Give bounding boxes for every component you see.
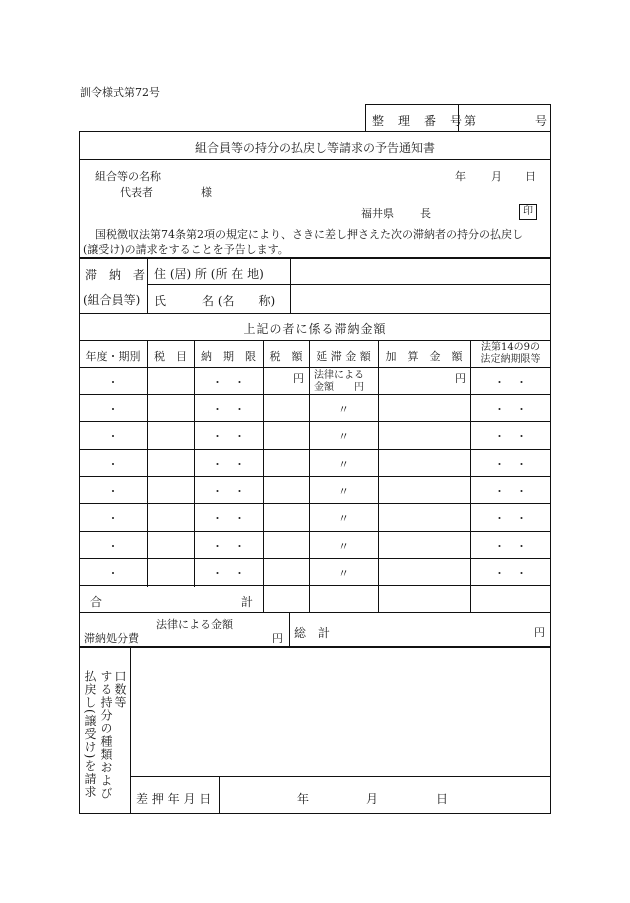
row8-legal-dots: ・ ・ <box>494 567 527 580</box>
row1-due-dots: ・ ・ <box>212 376 245 389</box>
date-year: 年 <box>455 170 466 183</box>
notice-text-line2: (譲受け)の請求をすることを予告します。 <box>83 243 289 256</box>
row6-ditto: 〃 <box>338 512 349 525</box>
form-title: 組合員等の持分の払戻し等請求の予告通知書 <box>194 141 435 155</box>
fee-label: 滞納処分費 <box>84 632 139 645</box>
row2-ditto: 〃 <box>338 403 349 416</box>
issuer-prefecture: 福井県 <box>361 207 394 220</box>
row2-legal-dots: ・ ・ <box>494 403 527 416</box>
row8-due-dots: ・ ・ <box>212 567 245 580</box>
debtor-name-label: 氏 名 (名 称) <box>154 294 276 308</box>
row4-year-dot: ・ <box>107 458 119 471</box>
row4-ditto: 〃 <box>338 458 349 471</box>
col-tax-amount: 税 額 <box>269 350 303 363</box>
seizure-day: 日 <box>436 792 449 806</box>
sama-label: 様 <box>201 186 212 199</box>
row3-year-dot: ・ <box>107 430 119 443</box>
row7-year-dot: ・ <box>107 540 119 553</box>
row2-due-dots: ・ ・ <box>212 403 245 416</box>
claim-heading-col1: 口数等 <box>113 670 127 709</box>
row4-legal-dots: ・ ・ <box>494 458 527 471</box>
reference-label: 整 理 番 号 <box>372 114 464 128</box>
row6-due-dots: ・ ・ <box>212 512 245 525</box>
debtor-member-label: (組合員等) <box>83 293 141 307</box>
row1-legal-dots: ・ ・ <box>494 376 527 389</box>
issuer-chief: 長 <box>420 207 431 220</box>
fee-legal-amount: 法律による金額 <box>156 618 233 631</box>
col-legal-deadline-1: 法第14の9の <box>480 342 541 353</box>
row5-year-dot: ・ <box>107 485 119 498</box>
row7-ditto: 〃 <box>338 540 349 553</box>
representative-label: 代表者 <box>120 186 153 199</box>
row3-ditto: 〃 <box>338 430 349 443</box>
col-due-date: 納 期 限 <box>201 350 256 363</box>
row1-year-dot: ・ <box>107 376 119 389</box>
seizure-date-label: 差 押 年 月 日 <box>136 792 212 806</box>
total-right: 計 <box>241 595 254 609</box>
col-tax-item: 税 目 <box>154 350 187 363</box>
seal-mark: 印 <box>519 204 537 220</box>
row2-year-dot: ・ <box>107 403 119 416</box>
row8-ditto: 〃 <box>338 567 349 580</box>
row3-legal-dots: ・ ・ <box>494 430 527 443</box>
row5-ditto: 〃 <box>338 485 349 498</box>
row4-due-dots: ・ ・ <box>212 458 245 471</box>
col-year-period: 年度・期別 <box>85 350 141 363</box>
row6-year-dot: ・ <box>107 512 119 525</box>
section-title: 上記の者に係る滞納金額 <box>243 322 387 336</box>
row5-due-dots: ・ ・ <box>212 485 245 498</box>
row3-due-dots: ・ ・ <box>212 430 245 443</box>
row8-year-dot: ・ <box>107 567 119 580</box>
row1-legal-1: 法律による <box>314 370 364 381</box>
grand-total-label: 総 計 <box>294 626 331 640</box>
fee-yen: 円 <box>272 632 283 645</box>
claim-heading-col2: する持分の種類および <box>99 670 113 800</box>
form-code: 訓令様式第72号 <box>80 86 160 99</box>
seizure-month: 月 <box>366 792 379 806</box>
row7-legal-dots: ・ ・ <box>494 540 527 553</box>
claim-heading-col3: 払戻し(譲受け)を請求 <box>83 670 97 799</box>
grand-total-yen: 円 <box>534 626 545 639</box>
notice-text-line1: 国税徴収法第74条第2項の規定により、さきに差し押さえた次の滞納者の持分の払戻し <box>95 228 523 241</box>
reference-dai: 第 <box>464 114 477 128</box>
debtor-address-label: 住 (居) 所 (所 在 地) <box>154 267 264 281</box>
row5-legal-dots: ・ ・ <box>494 485 527 498</box>
debtor-label: 滞 納 者 <box>85 268 146 282</box>
row1-additional-yen: 円 <box>455 372 466 385</box>
association-name-label: 組合等の名称 <box>95 170 161 183</box>
date-month: 月 <box>491 170 502 183</box>
row7-due-dots: ・ ・ <box>212 540 245 553</box>
row1-tax-yen: 円 <box>293 372 304 385</box>
col-legal-deadline-2: 法定納期限等 <box>480 354 541 365</box>
row1-legal-2: 金額 円 <box>314 382 364 393</box>
total-left: 合 <box>90 595 103 609</box>
date-day: 日 <box>525 170 536 183</box>
col-additional-tax: 加 算 金 額 <box>385 350 463 363</box>
reference-go: 号 <box>535 114 548 128</box>
seizure-year: 年 <box>297 792 310 806</box>
row6-legal-dots: ・ ・ <box>494 512 527 525</box>
col-late-fee: 延 滞 金 額 <box>316 350 371 363</box>
